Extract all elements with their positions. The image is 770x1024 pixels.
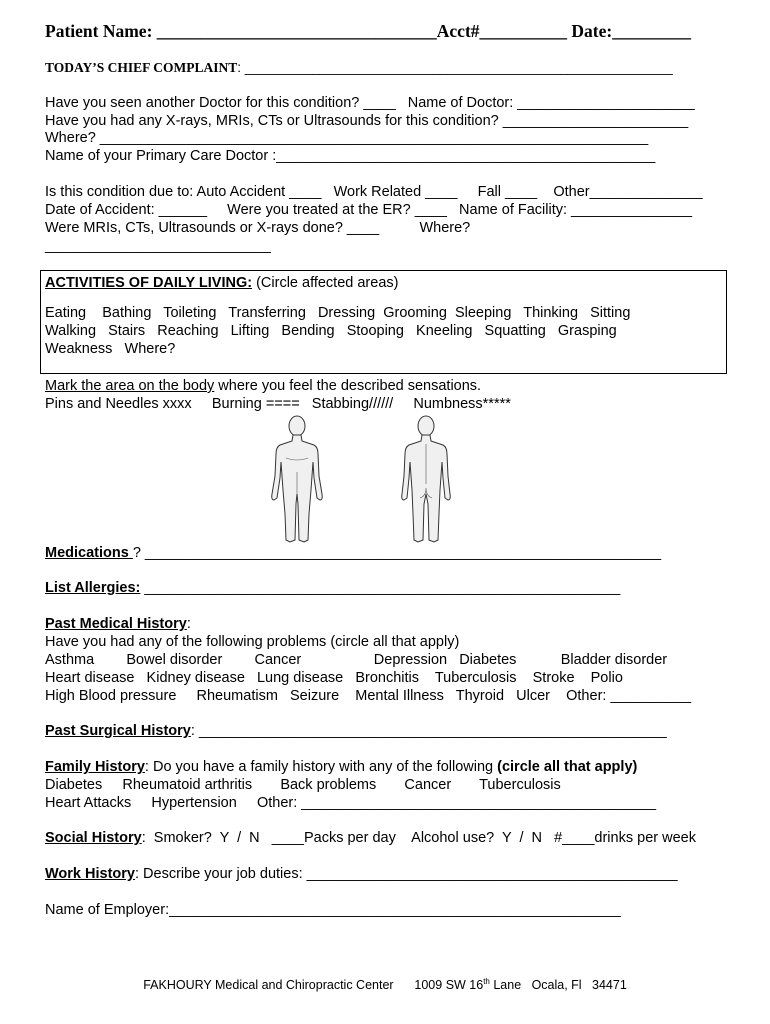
pmh-colon: : [186,616,191,632]
body-front-figure[interactable] [262,414,332,546]
imaging-where-field[interactable]: ____________________________ [45,238,271,254]
primary-care-question[interactable]: Name of your Primary Care Doctor :_______________________________________________ [45,148,656,164]
medications-line[interactable] [45,544,661,562]
other-doctor-question[interactable]: Have you seen another Doctor for this condition? ____ Name of Doctor: ______________________ [45,95,695,111]
family-heading [45,758,637,776]
family-row-2[interactable]: Heart Attacks Hypertension Other: ____________________________________________ [45,795,657,811]
allergies-field[interactable]: ___________________________________________________________ [140,580,621,596]
employer-line[interactable]: Name of Employer:________________________________________________________ [45,902,621,918]
body-map-title-rest: where you feel the described sensations. [214,378,482,394]
family-bold: (circle all that apply) [497,759,638,775]
adl-row-1[interactable]: Eating Bathing Toileting Transferring Dressing Grooming Sleeping Thinking Sitting [45,305,631,321]
accident-cause-line[interactable]: Is this condition due to: Auto Accident ____ Work Related ____ Fall ____ Other______________ [45,184,703,200]
medications-field[interactable]: ? ________________________________________________________________ [132,545,662,561]
pmh-heading [45,615,191,633]
accident-date-line[interactable]: Date of Accident: ______ Were you treated at the ER? ____ Name of Facility: _______________ [45,202,693,218]
allergies-label: List Allergies: [45,580,141,596]
psh-line[interactable] [45,722,667,740]
body-map-title: Mark the area on the body [45,378,215,394]
chief-complaint-line[interactable] [45,59,673,77]
psh-field[interactable]: : __________________________________________________________ [190,723,667,739]
work-label: Work History [45,866,135,882]
footer-clinic: FAKHOURY Medical and Chiropractic Center 1009 SW 16 [143,978,484,993]
footer-address: Lane Ocala, Fl 34471 [489,978,627,993]
medications-label: Medications [45,545,133,561]
body-back-figure[interactable] [396,414,456,546]
adl-row-2[interactable]: Walking Stairs Reaching Lifting Bending Stooping Kneeling Squatting Grasping [45,323,617,339]
footer [0,977,770,992]
where-question[interactable]: Where? ____________________________________________________________________ [45,130,649,146]
family-row-1[interactable]: Diabetes Rheumatoid arthritis Back problems Cancer Tuberculosis [45,777,561,793]
social-label: Social History [45,830,142,846]
work-field[interactable]: : Describe your job duties: ______________________________________________ [134,866,678,882]
imaging-done-line[interactable]: Were MRIs, CTs, Ultrasounds or X-rays done? ____ Where? [45,220,471,236]
pmh-row-3[interactable]: High Blood pressure Rheumatism Seizure Mental Illness Thyroid Ulcer Other: __________ [45,688,692,704]
pmh-label: Past Medical History [45,616,187,632]
work-line[interactable] [45,865,678,883]
pmh-row-1[interactable]: Asthma Bowel disorder Cancer Depression Diabetes Bladder disorder [45,652,668,668]
adl-heading [45,274,398,292]
pmh-row-2[interactable]: Heart disease Kidney disease Lung disease Bronchitis Tuberculosis Stroke Polio [45,670,623,686]
chief-complaint-field[interactable]: : _________________________________________________________ [237,60,673,75]
adl-subtitle: (Circle affected areas) [252,275,399,291]
footer-sup: th [483,977,490,986]
sensation-legend: Pins and Needles xxxx Burning ==== Stabbing////// Numbness***** [45,396,511,412]
social-line[interactable] [45,829,696,847]
adl-row-3[interactable]: Weakness Where? [45,341,176,357]
chief-complaint-label: TODAY’S CHIEF COMPLAINT [45,60,238,75]
adl-title: ACTIVITIES OF DAILY LIVING: [45,275,253,291]
patient-header[interactable]: Patient Name: ________________________________Acct#__________ Date:_________ [45,21,691,41]
body-map-instruction [45,377,481,395]
social-field[interactable]: : Smoker? Y / N ____Packs per day Alcohol use? Y / N #____drinks per week [141,830,696,846]
pmh-intro: Have you had any of the following problems (circle all that apply) [45,634,460,650]
imaging-question[interactable]: Have you had any X-rays, MRIs, CTs or Ultrasounds for this condition? _______________________ [45,113,689,129]
allergies-line[interactable] [45,579,620,597]
family-label: Family History [45,759,145,775]
family-text: : Do you have a family history with any of the following [144,759,498,775]
psh-label: Past Surgical History [45,723,191,739]
